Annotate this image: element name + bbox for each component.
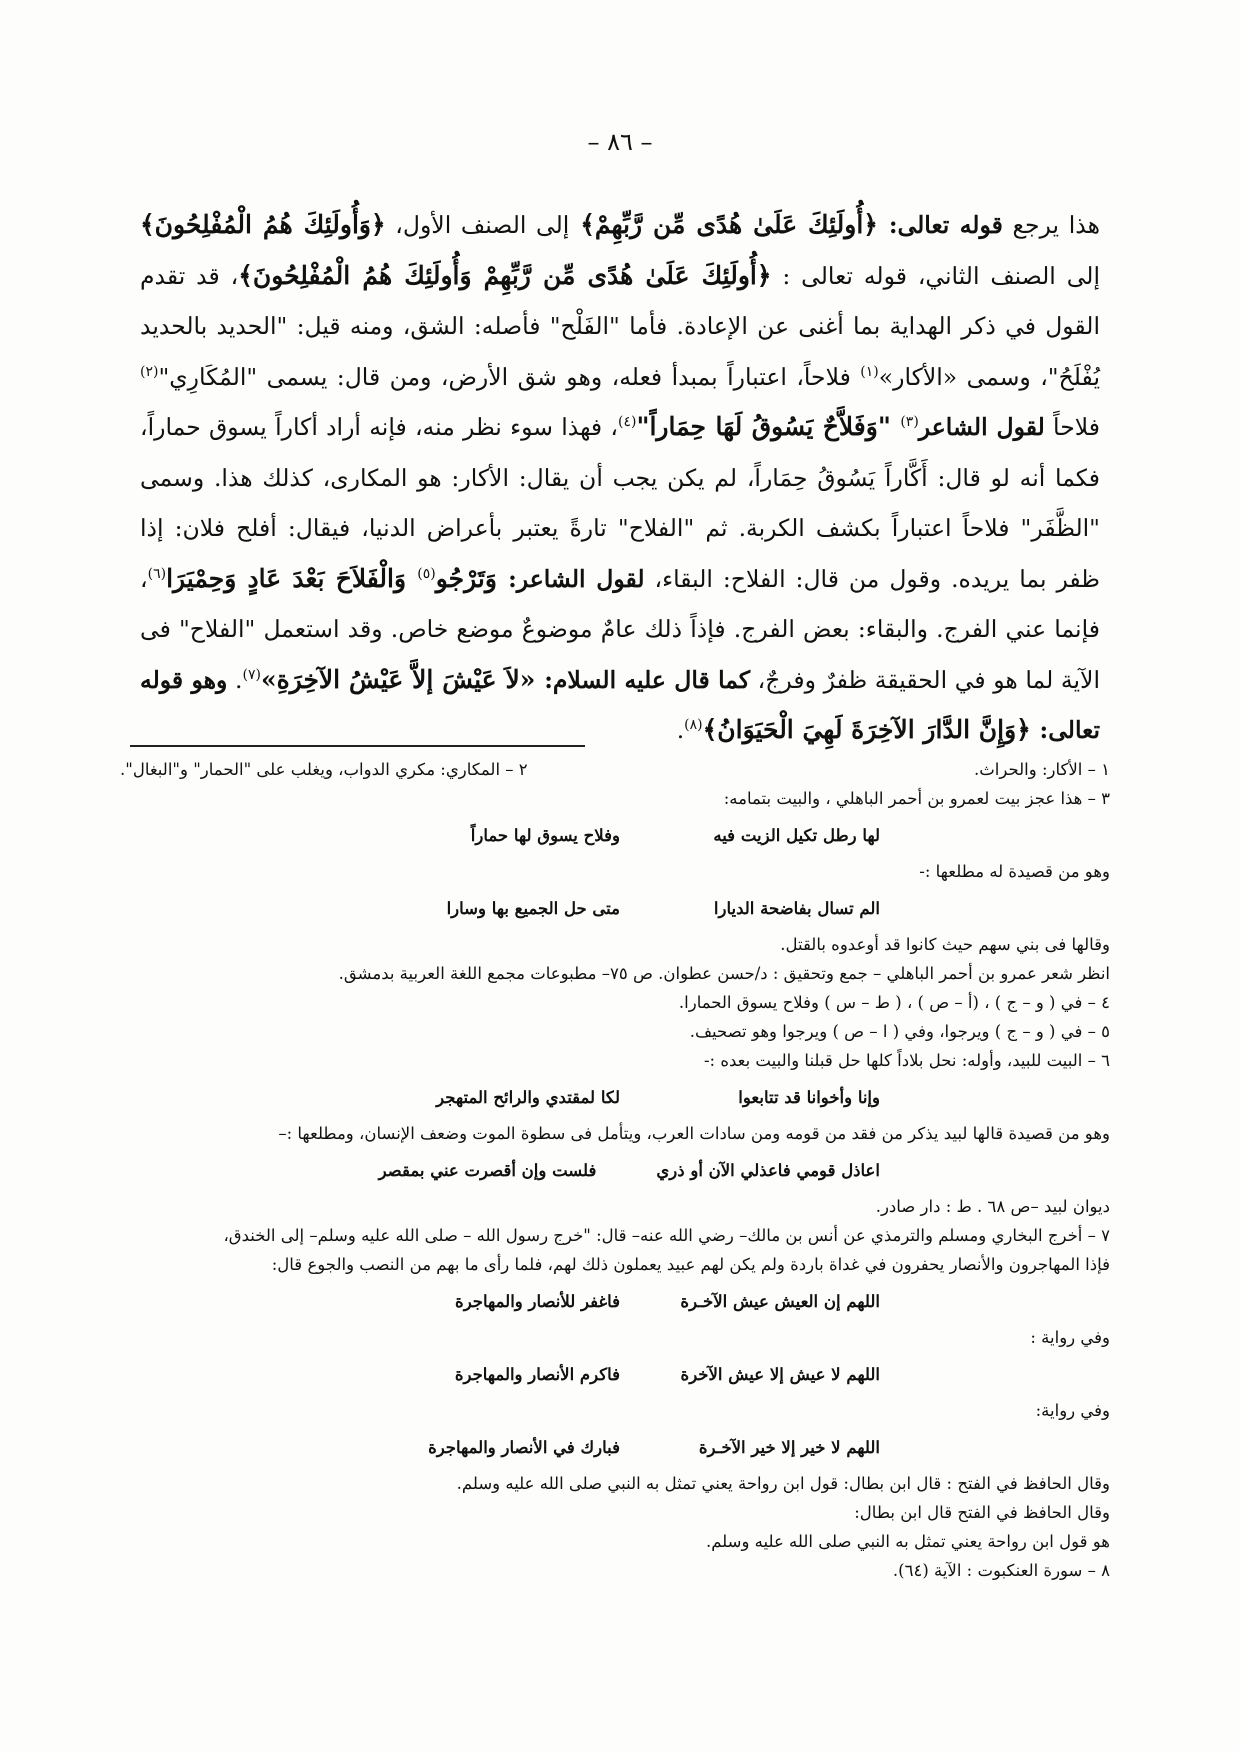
footnote-7-variant-label: وفي رواية: <box>1035 1401 1110 1420</box>
footnote-ref: (٢) <box>140 363 159 380</box>
poem-verse <box>120 1352 1110 1396</box>
footnote-5: ٥ – في ( و – ج ) ويرجوا، وفي ( ا – ص ) ويرجوا وهو تصحيف. <box>689 1022 1110 1041</box>
footnote-ref: (٣) <box>900 414 919 431</box>
footnote-7-cont: فإذا المهاجرون والأنصار يحفرون في غداة باردة ولم يكن لهم عبيد يعملون ذلك لهم، فلما رأى ما بهم من النصب والجوع قال: <box>271 1255 1110 1274</box>
poem-verse <box>120 1075 1110 1119</box>
footnote-ref: (٥) <box>417 565 436 582</box>
verse-second-hemistich: فاكرم الأنصار والمهاجرة <box>454 1364 620 1384</box>
body-bold-run: كما قال عليه السلام: <box>544 665 751 694</box>
footnote-row-1-2 <box>120 755 1110 784</box>
verse-first-hemistich: اللهم لا خير إلا خير الآخـرة <box>698 1437 880 1457</box>
verse-first-hemistich: وإنا وأخوانا قد تتابعوا <box>738 1087 880 1107</box>
verse-first-hemistich: لها رطل تكيل الزيت فيه <box>713 825 880 845</box>
verse-second-hemistich: فاغفر للأنصار والمهاجرة <box>455 1291 620 1311</box>
poem-verse <box>120 886 1110 930</box>
verse-first-hemistich: اعاذل قومي فاعذلي الآن أو ذري <box>656 1160 880 1180</box>
footnote-6-source: ديوان لبيد –ص ٦٨ . ط : دار صادر. <box>875 1197 1110 1216</box>
footnote-3-note: وهو من قصيدة له مطلعها :- <box>919 862 1110 881</box>
footnote-ref: (٤) <box>617 414 637 431</box>
quran-quote: ﴿وَإِنَّ الدَّارَ الآخِرَةَ لَهِيَ الْحَيَوَانُ﴾ <box>702 715 1040 744</box>
footnote-3-source: انظر شعر عمرو بن أحمر الباهلي – جمع وتحقيق : د/حسن عطوان. ص ٧٥– مطبوعات مجمع اللغة العربية بدمشق. <box>338 964 1110 983</box>
main-body-text <box>140 200 1100 756</box>
verse-first-hemistich: اللهم لا عيش إلا عيش الآخرة <box>680 1364 880 1384</box>
poetry-quote: وَالْفَلاَحَ بَعْدَ عَادٍ وَحِمْيَرَا <box>166 563 418 593</box>
footnote-3: ٣ – هذا عجز بيت لعمرو بن أحمر الباهلي ، والبيت بتمامه: <box>723 789 1110 808</box>
body-text-run: ، فإنما عني الفرج. والبقاء: بعض الفرج. فإذاً ذلك عامٌ موضوعٌ موضع خاص. وقد استعمل "الفلاح" فى الآية لما هو في الحقيقة ظفرٌ وفرجٌ، <box>140 564 1100 694</box>
poetry-quote: "وَفَلاَّحٌ يَسُوقُ لَهَا حِمَاراً" <box>636 412 901 441</box>
footnote-7-variant-label: وفي رواية : <box>1030 1328 1110 1347</box>
poem-verse <box>120 1279 1110 1323</box>
footnotes-section <box>120 755 1110 1585</box>
poem-verse <box>120 1148 1110 1192</box>
body-text-run: ، قد تقدم القول في ذكر الهداية بما أغنى عن الإعادة. فأما "الفَلْح" فأصله: الشق، ومنه قيل: "الحديد بالحديد يُفْلَحُ"، وسمى «الأكار» <box>140 261 1100 391</box>
footnote-1: ١ – الأكار: والحراث. <box>974 760 1110 779</box>
verse-second-hemistich: وفلاح يسوق لها حماراً <box>470 825 620 845</box>
footnote-2: ٢ – المكاري: مكري الدواب، ويغلب على "الحمار" و"البغال". <box>120 760 528 779</box>
body-text-run: إلى الصنف الثاني، قوله تعالى : <box>771 261 1100 290</box>
body-bold-run: قوله تعالى: <box>888 211 1003 239</box>
body-bold-run: وهو قوله تعالى: <box>140 665 1100 744</box>
poem-verse <box>120 1425 1110 1469</box>
body-text-run: ، فهذا سوء نظر منه، فإنه أراد أكاراً يسوق حماراً، فكما أنه لو قال: أَكَّاراً يَسُوقُ حِمَاراً، لم يكن يجب أن يقال: الأكار: هو المكارى، كذلك هذا. وسمى "الظَّفَر" فلاحاً اعتباراً بكشف الكربة. ثم "الفلاح" تارةً يعتبر بأعراض الدنيا، فيقال: أفلح فلان: إذا ظفر بما يريده. وقول من قال: الفلاح: البقاء، <box>140 413 1101 593</box>
footnote-ref: (٦) <box>147 565 167 582</box>
poem-verse <box>120 813 1110 857</box>
body-bold-run: لقول الشاعر <box>918 413 1045 441</box>
quran-quote: ﴿وَأُولَئِكَ هُمُ الْمُفْلِحُونَ﴾ <box>140 210 386 239</box>
body-text-run: فلاحاً، اعتباراً بمبدأ فعله، وهو شق الأرض، ومن قال: يسمى "المُكَارِي" <box>158 362 861 391</box>
footnote-separator <box>130 745 585 747</box>
footnote-6: ٦ – البيت للبيد، وأوله: نحل بلاداً كلها حل قبلنا والبيت بعده :- <box>703 1051 1110 1070</box>
footnote-7-note: وقال الحافظ في الفتح قال ابن بطال: <box>854 1503 1110 1522</box>
verse-second-hemistich: لكا لمقتدي والرائح المتهجر <box>436 1087 620 1107</box>
footnote-7-note: هو قول ابن رواحة يعني تمثل به النبي صلى الله عليه وسلم. <box>705 1532 1110 1551</box>
verse-first-hemistich: الم تسال بفاضحة الديارا <box>713 898 880 918</box>
hadith-quote: «لاَ عَيْشَ إلاَّ عَيْشُ الآخِرَةِ» <box>260 664 545 694</box>
verse-second-hemistich: فلست وإن أقصرت عني بمقصر <box>378 1160 597 1180</box>
footnote-6-note: وهو من قصيدة قالها لبيد يذكر من فقد من قومه ومن سادات العرب، ويتأمل فى سطوة الموت وضعف الإنسان، ومطلعها :– <box>278 1124 1110 1143</box>
poetry-quote: وَتَرْجُو <box>435 563 509 593</box>
footnote-ref: (٧) <box>242 666 261 683</box>
footnote-7-note: وقال الحافظ في الفتح : قال ابن بطال: قول ابن رواحة يعني تمثل به النبي صلى الله عليه وسلم. <box>456 1474 1110 1493</box>
quran-quote: ﴿أُولَئِكَ عَلَىٰ هُدًى مِّن رَّبِّهِمْ﴾ <box>569 210 889 239</box>
body-bold-run: لقول الشاعر: <box>508 564 645 593</box>
footnote-7: ٧ – أخرج البخاري ومسلم والترمذي عن أنس بن مالك– رضي الله عنه– قال: "خرج رسول الله – صلى الله عليه وسلم– إلى الخندق، <box>223 1226 1110 1245</box>
footnote-3-note: وقالها فى بني سهم حيث كانوا قد أوعدوه بالقتل. <box>780 935 1110 954</box>
body-text-run: . <box>227 665 243 694</box>
verse-second-hemistich: فبارك في الأنصار والمهاجرة <box>428 1437 620 1457</box>
footnote-4: ٤ – في ( و – ج ) ، (أ – ص ) ، ( ط – س ) وفلاح يسوق الحمارا. <box>678 993 1110 1012</box>
footnote-8: ٨ – سورة العنكبوت : الآية (٦٤). <box>892 1561 1110 1580</box>
body-text-run: إلى الصنف الأول، <box>385 211 570 239</box>
verse-second-hemistich: متى حل الجميع بها وسارا <box>446 898 620 918</box>
verse-first-hemistich: اللهم إن العيش عيش الآخـرة <box>680 1291 880 1311</box>
body-text-run: هذا يرجع <box>1002 211 1100 239</box>
body-text-run: فلاحاً <box>1044 413 1100 441</box>
footnote-ref: (١) <box>860 363 879 380</box>
quran-quote: ﴿أُولَئِكَ عَلَىٰ هُدًى مِّن رَّبِّهِمْ وَأُولَئِكَ هُمُ الْمُفْلِحُونَ﴾ <box>238 260 772 290</box>
page-number: – ٨٦ – <box>587 128 653 156</box>
footnote-ref: (٨) <box>684 717 703 734</box>
body-text-run: . <box>676 716 685 744</box>
